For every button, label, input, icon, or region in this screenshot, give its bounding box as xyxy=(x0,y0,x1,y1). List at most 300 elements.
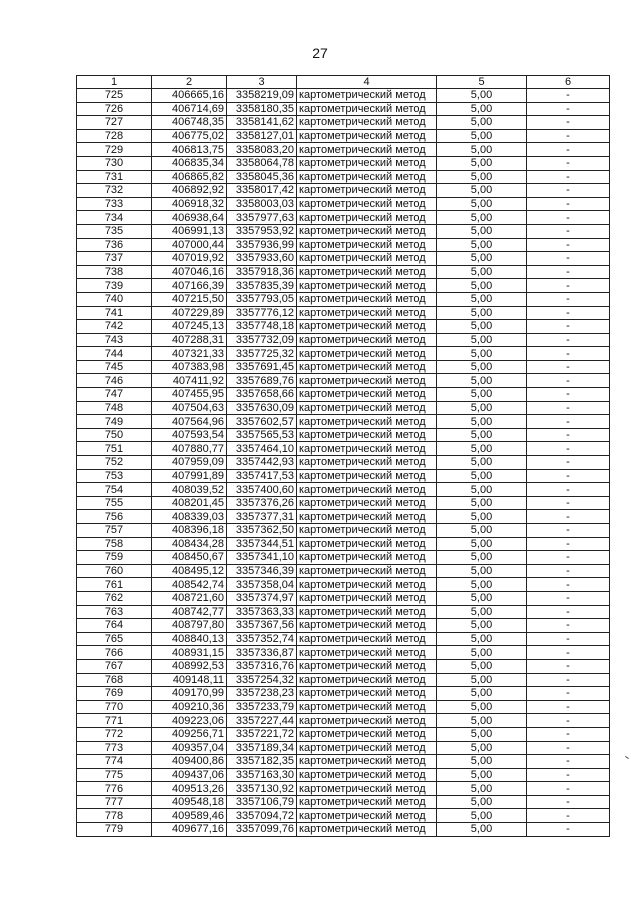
table-row xyxy=(77,388,610,402)
point-number-cell: 751 xyxy=(77,442,152,456)
y-coordinate-cell: 3357376,26 xyxy=(227,496,297,510)
table-row xyxy=(77,673,610,687)
accuracy-cell: 5,00 xyxy=(437,374,527,388)
note-cell: - xyxy=(527,551,610,565)
accuracy-cell: 5,00 xyxy=(437,456,527,470)
table-row xyxy=(77,224,610,238)
point-number-cell: 750 xyxy=(77,428,152,442)
table-row xyxy=(77,279,610,293)
y-coordinate-cell: 3357344,51 xyxy=(227,537,297,551)
table-row xyxy=(77,483,610,497)
accuracy-cell: 5,00 xyxy=(437,415,527,429)
note-cell: - xyxy=(527,483,610,497)
accuracy-cell: 5,00 xyxy=(437,143,527,157)
table-row xyxy=(77,292,610,306)
accuracy-cell: 5,00 xyxy=(437,619,527,633)
note-cell: - xyxy=(527,224,610,238)
accuracy-cell: 5,00 xyxy=(437,632,527,646)
note-cell: - xyxy=(527,673,610,687)
y-coordinate-cell: 3358003,03 xyxy=(227,197,297,211)
x-coordinate-cell: 409437,06 xyxy=(152,768,227,782)
point-number-cell: 741 xyxy=(77,306,152,320)
table-row xyxy=(77,782,610,796)
point-number-cell: 769 xyxy=(77,687,152,701)
method-cell: картометрический метод xyxy=(297,306,437,320)
table-row xyxy=(77,469,610,483)
note-cell: - xyxy=(527,659,610,673)
note-cell: - xyxy=(527,782,610,796)
x-coordinate-cell: 409210,36 xyxy=(152,700,227,714)
y-coordinate-cell: 3357602,57 xyxy=(227,415,297,429)
table-row xyxy=(77,333,610,347)
x-coordinate-cell: 408742,77 xyxy=(152,605,227,619)
point-number-cell: 764 xyxy=(77,619,152,633)
x-coordinate-cell: 409170,99 xyxy=(152,687,227,701)
note-cell: - xyxy=(527,510,610,524)
x-coordinate-cell: 408339,03 xyxy=(152,510,227,524)
table-row xyxy=(77,537,610,551)
accuracy-cell: 5,00 xyxy=(437,496,527,510)
note-cell: - xyxy=(527,415,610,429)
x-coordinate-cell: 408434,28 xyxy=(152,537,227,551)
point-number-cell: 744 xyxy=(77,347,152,361)
note-cell: - xyxy=(527,89,610,103)
method-cell: картометрический метод xyxy=(297,116,437,130)
table-row xyxy=(77,442,610,456)
method-cell: картометрический метод xyxy=(297,469,437,483)
x-coordinate-cell: 409677,16 xyxy=(152,823,227,837)
x-coordinate-cell: 407046,16 xyxy=(152,265,227,279)
table-row xyxy=(77,415,610,429)
point-number-cell: 756 xyxy=(77,510,152,524)
coordinates-table xyxy=(76,75,610,837)
column-header: 4 xyxy=(297,76,437,89)
x-coordinate-cell: 406835,34 xyxy=(152,156,227,170)
y-coordinate-cell: 3357400,60 xyxy=(227,483,297,497)
note-cell: - xyxy=(527,578,610,592)
accuracy-cell: 5,00 xyxy=(437,442,527,456)
point-number-cell: 733 xyxy=(77,197,152,211)
y-coordinate-cell: 3357358,04 xyxy=(227,578,297,592)
point-number-cell: 765 xyxy=(77,632,152,646)
table-row xyxy=(77,184,610,198)
x-coordinate-cell: 407288,31 xyxy=(152,333,227,347)
accuracy-cell: 5,00 xyxy=(437,320,527,334)
y-coordinate-cell: 3357352,74 xyxy=(227,632,297,646)
point-number-cell: 770 xyxy=(77,700,152,714)
x-coordinate-cell: 406813,75 xyxy=(152,143,227,157)
table-row xyxy=(77,116,610,130)
y-coordinate-cell: 3357691,45 xyxy=(227,360,297,374)
method-cell: картометрический метод xyxy=(297,238,437,252)
method-cell: картометрический метод xyxy=(297,333,437,347)
table-row xyxy=(77,143,610,157)
table-row xyxy=(77,659,610,673)
note-cell: - xyxy=(527,524,610,538)
y-coordinate-cell: 3357094,72 xyxy=(227,809,297,823)
method-cell: картометрический метод xyxy=(297,687,437,701)
note-cell: - xyxy=(527,197,610,211)
method-cell: картометрический метод xyxy=(297,605,437,619)
note-cell: - xyxy=(527,360,610,374)
x-coordinate-cell: 408840,13 xyxy=(152,632,227,646)
accuracy-cell: 5,00 xyxy=(437,469,527,483)
x-coordinate-cell: 409357,04 xyxy=(152,741,227,755)
x-coordinate-cell: 406775,02 xyxy=(152,129,227,143)
note-cell: - xyxy=(527,564,610,578)
accuracy-cell: 5,00 xyxy=(437,537,527,551)
table-row xyxy=(77,238,610,252)
x-coordinate-cell: 409223,06 xyxy=(152,714,227,728)
y-coordinate-cell: 3357367,56 xyxy=(227,619,297,633)
y-coordinate-cell: 3357953,92 xyxy=(227,224,297,238)
table-row xyxy=(77,809,610,823)
method-cell: картометрический метод xyxy=(297,184,437,198)
point-number-cell: 749 xyxy=(77,415,152,429)
method-cell: картометрический метод xyxy=(297,170,437,184)
table-row xyxy=(77,156,610,170)
method-cell: картометрический метод xyxy=(297,292,437,306)
accuracy-cell: 5,00 xyxy=(437,700,527,714)
y-coordinate-cell: 3357793,05 xyxy=(227,292,297,306)
point-number-cell: 757 xyxy=(77,524,152,538)
point-number-cell: 758 xyxy=(77,537,152,551)
y-coordinate-cell: 3357106,79 xyxy=(227,795,297,809)
y-coordinate-cell: 3357254,32 xyxy=(227,673,297,687)
accuracy-cell: 5,00 xyxy=(437,659,527,673)
method-cell: картометрический метод xyxy=(297,102,437,116)
point-number-cell: 730 xyxy=(77,156,152,170)
y-coordinate-cell: 3357977,63 xyxy=(227,211,297,225)
method-cell: картометрический метод xyxy=(297,156,437,170)
accuracy-cell: 5,00 xyxy=(437,510,527,524)
point-number-cell: 748 xyxy=(77,401,152,415)
x-coordinate-cell: 407991,89 xyxy=(152,469,227,483)
method-cell: картометрический метод xyxy=(297,673,437,687)
point-number-cell: 763 xyxy=(77,605,152,619)
point-number-cell: 736 xyxy=(77,238,152,252)
accuracy-cell: 5,00 xyxy=(437,238,527,252)
method-cell: картометрический метод xyxy=(297,374,437,388)
note-cell: - xyxy=(527,442,610,456)
y-coordinate-cell: 3357464,10 xyxy=(227,442,297,456)
table-row xyxy=(77,768,610,782)
method-cell: картометрический метод xyxy=(297,714,437,728)
x-coordinate-cell: 409256,71 xyxy=(152,727,227,741)
note-cell: - xyxy=(527,823,610,837)
table-row xyxy=(77,564,610,578)
method-cell: картометрический метод xyxy=(297,347,437,361)
note-cell: - xyxy=(527,388,610,402)
method-cell: картометрический метод xyxy=(297,388,437,402)
accuracy-cell: 5,00 xyxy=(437,646,527,660)
note-cell: - xyxy=(527,238,610,252)
point-number-cell: 761 xyxy=(77,578,152,592)
table-row xyxy=(77,89,610,103)
note-cell: - xyxy=(527,156,610,170)
y-coordinate-cell: 3357363,33 xyxy=(227,605,297,619)
method-cell: картометрический метод xyxy=(297,809,437,823)
x-coordinate-cell: 408495,12 xyxy=(152,564,227,578)
accuracy-cell: 5,00 xyxy=(437,116,527,130)
point-number-cell: 753 xyxy=(77,469,152,483)
method-cell: картометрический метод xyxy=(297,197,437,211)
note-cell: - xyxy=(527,320,610,334)
note-cell: - xyxy=(527,687,610,701)
point-number-cell: 767 xyxy=(77,659,152,673)
column-header: 1 xyxy=(77,76,152,89)
note-cell: - xyxy=(527,129,610,143)
accuracy-cell: 5,00 xyxy=(437,292,527,306)
table-row xyxy=(77,632,610,646)
table-row xyxy=(77,510,610,524)
accuracy-cell: 5,00 xyxy=(437,673,527,687)
point-number-cell: 739 xyxy=(77,279,152,293)
scan-mark xyxy=(625,756,629,759)
column-header: 5 xyxy=(437,76,527,89)
note-cell: - xyxy=(527,496,610,510)
method-cell: картометрический метод xyxy=(297,279,437,293)
point-number-cell: 759 xyxy=(77,551,152,565)
y-coordinate-cell: 3357238,23 xyxy=(227,687,297,701)
y-coordinate-cell: 3358083,20 xyxy=(227,143,297,157)
method-cell: картометрический метод xyxy=(297,456,437,470)
note-cell: - xyxy=(527,741,610,755)
table-row xyxy=(77,741,610,755)
point-number-cell: 737 xyxy=(77,252,152,266)
note-cell: - xyxy=(527,347,610,361)
note-cell: - xyxy=(527,211,610,225)
y-coordinate-cell: 3357221,72 xyxy=(227,727,297,741)
note-cell: - xyxy=(527,252,610,266)
accuracy-cell: 5,00 xyxy=(437,741,527,755)
point-number-cell: 778 xyxy=(77,809,152,823)
x-coordinate-cell: 409548,18 xyxy=(152,795,227,809)
accuracy-cell: 5,00 xyxy=(437,388,527,402)
method-cell: картометрический метод xyxy=(297,646,437,660)
method-cell: картометрический метод xyxy=(297,823,437,837)
note-cell: - xyxy=(527,333,610,347)
x-coordinate-cell: 406991,13 xyxy=(152,224,227,238)
note-cell: - xyxy=(527,591,610,605)
accuracy-cell: 5,00 xyxy=(437,795,527,809)
x-coordinate-cell: 406938,64 xyxy=(152,211,227,225)
x-coordinate-cell: 407245,13 xyxy=(152,320,227,334)
method-cell: картометрический метод xyxy=(297,632,437,646)
accuracy-cell: 5,00 xyxy=(437,564,527,578)
y-coordinate-cell: 3358127,01 xyxy=(227,129,297,143)
x-coordinate-cell: 407000,44 xyxy=(152,238,227,252)
accuracy-cell: 5,00 xyxy=(437,551,527,565)
x-coordinate-cell: 408450,67 xyxy=(152,551,227,565)
x-coordinate-cell: 407215,50 xyxy=(152,292,227,306)
y-coordinate-cell: 3358017,42 xyxy=(227,184,297,198)
accuracy-cell: 5,00 xyxy=(437,727,527,741)
table-row xyxy=(77,755,610,769)
accuracy-cell: 5,00 xyxy=(437,224,527,238)
method-cell: картометрический метод xyxy=(297,428,437,442)
y-coordinate-cell: 3357918,36 xyxy=(227,265,297,279)
note-cell: - xyxy=(527,619,610,633)
method-cell: картометрический метод xyxy=(297,129,437,143)
table-row xyxy=(77,374,610,388)
table-row xyxy=(77,102,610,116)
point-number-cell: 777 xyxy=(77,795,152,809)
point-number-cell: 772 xyxy=(77,727,152,741)
method-cell: картометрический метод xyxy=(297,795,437,809)
method-cell: картометрический метод xyxy=(297,89,437,103)
note-cell: - xyxy=(527,469,610,483)
note-cell: - xyxy=(527,374,610,388)
y-coordinate-cell: 3357689,76 xyxy=(227,374,297,388)
point-number-cell: 732 xyxy=(77,184,152,198)
table-row xyxy=(77,252,610,266)
note-cell: - xyxy=(527,184,610,198)
x-coordinate-cell: 406714,69 xyxy=(152,102,227,116)
y-coordinate-cell: 3357346,39 xyxy=(227,564,297,578)
accuracy-cell: 5,00 xyxy=(437,714,527,728)
note-cell: - xyxy=(527,537,610,551)
x-coordinate-cell: 409513,26 xyxy=(152,782,227,796)
x-coordinate-cell: 406665,16 xyxy=(152,89,227,103)
accuracy-cell: 5,00 xyxy=(437,782,527,796)
method-cell: картометрический метод xyxy=(297,224,437,238)
point-number-cell: 776 xyxy=(77,782,152,796)
y-coordinate-cell: 3357933,60 xyxy=(227,252,297,266)
y-coordinate-cell: 3357417,53 xyxy=(227,469,297,483)
y-coordinate-cell: 3357163,30 xyxy=(227,768,297,782)
point-number-cell: 773 xyxy=(77,741,152,755)
x-coordinate-cell: 409148,11 xyxy=(152,673,227,687)
y-coordinate-cell: 3357565,53 xyxy=(227,428,297,442)
method-cell: картометрический метод xyxy=(297,320,437,334)
note-cell: - xyxy=(527,755,610,769)
table-row xyxy=(77,823,610,837)
table-row xyxy=(77,714,610,728)
method-cell: картометрический метод xyxy=(297,143,437,157)
y-coordinate-cell: 3357374,97 xyxy=(227,591,297,605)
table-row xyxy=(77,211,610,225)
y-coordinate-cell: 3357182,35 xyxy=(227,755,297,769)
note-cell: - xyxy=(527,401,610,415)
accuracy-cell: 5,00 xyxy=(437,347,527,361)
x-coordinate-cell: 407411,92 xyxy=(152,374,227,388)
method-cell: картометрический метод xyxy=(297,700,437,714)
y-coordinate-cell: 3357835,39 xyxy=(227,279,297,293)
point-number-cell: 754 xyxy=(77,483,152,497)
accuracy-cell: 5,00 xyxy=(437,306,527,320)
accuracy-cell: 5,00 xyxy=(437,102,527,116)
note-cell: - xyxy=(527,700,610,714)
y-coordinate-cell: 3357341,10 xyxy=(227,551,297,565)
accuracy-cell: 5,00 xyxy=(437,156,527,170)
y-coordinate-cell: 3358219,09 xyxy=(227,89,297,103)
accuracy-cell: 5,00 xyxy=(437,591,527,605)
note-cell: - xyxy=(527,116,610,130)
point-number-cell: 727 xyxy=(77,116,152,130)
table-row xyxy=(77,306,610,320)
y-coordinate-cell: 3357725,32 xyxy=(227,347,297,361)
accuracy-cell: 5,00 xyxy=(437,428,527,442)
method-cell: картометрический метод xyxy=(297,252,437,266)
method-cell: картометрический метод xyxy=(297,496,437,510)
y-coordinate-cell: 3358064,78 xyxy=(227,156,297,170)
point-number-cell: 728 xyxy=(77,129,152,143)
method-cell: картометрический метод xyxy=(297,755,437,769)
x-coordinate-cell: 407166,39 xyxy=(152,279,227,293)
table-row xyxy=(77,578,610,592)
method-cell: картометрический метод xyxy=(297,537,437,551)
y-coordinate-cell: 3357442,93 xyxy=(227,456,297,470)
accuracy-cell: 5,00 xyxy=(437,211,527,225)
accuracy-cell: 5,00 xyxy=(437,687,527,701)
point-number-cell: 743 xyxy=(77,333,152,347)
x-coordinate-cell: 408797,80 xyxy=(152,619,227,633)
table-header-row xyxy=(77,76,610,89)
note-cell: - xyxy=(527,605,610,619)
point-number-cell: 745 xyxy=(77,360,152,374)
x-coordinate-cell: 407880,77 xyxy=(152,442,227,456)
accuracy-cell: 5,00 xyxy=(437,333,527,347)
accuracy-cell: 5,00 xyxy=(437,252,527,266)
y-coordinate-cell: 3357936,99 xyxy=(227,238,297,252)
table-row xyxy=(77,456,610,470)
accuracy-cell: 5,00 xyxy=(437,89,527,103)
x-coordinate-cell: 408721,60 xyxy=(152,591,227,605)
table-row xyxy=(77,428,610,442)
point-number-cell: 766 xyxy=(77,646,152,660)
method-cell: картометрический метод xyxy=(297,659,437,673)
method-cell: картометрический метод xyxy=(297,782,437,796)
note-cell: - xyxy=(527,265,610,279)
accuracy-cell: 5,00 xyxy=(437,279,527,293)
y-coordinate-cell: 3357189,34 xyxy=(227,741,297,755)
point-number-cell: 779 xyxy=(77,823,152,837)
note-cell: - xyxy=(527,456,610,470)
note-cell: - xyxy=(527,279,610,293)
x-coordinate-cell: 407564,96 xyxy=(152,415,227,429)
point-number-cell: 742 xyxy=(77,320,152,334)
x-coordinate-cell: 407383,98 xyxy=(152,360,227,374)
method-cell: картометрический метод xyxy=(297,483,437,497)
x-coordinate-cell: 407019,92 xyxy=(152,252,227,266)
table-row xyxy=(77,524,610,538)
accuracy-cell: 5,00 xyxy=(437,524,527,538)
method-cell: картометрический метод xyxy=(297,727,437,741)
point-number-cell: 768 xyxy=(77,673,152,687)
table-row xyxy=(77,551,610,565)
note-cell: - xyxy=(527,809,610,823)
table-row xyxy=(77,605,610,619)
note-cell: - xyxy=(527,768,610,782)
point-number-cell: 738 xyxy=(77,265,152,279)
y-coordinate-cell: 3358141,62 xyxy=(227,116,297,130)
x-coordinate-cell: 406918,32 xyxy=(152,197,227,211)
method-cell: картометрический метод xyxy=(297,619,437,633)
accuracy-cell: 5,00 xyxy=(437,360,527,374)
method-cell: картометрический метод xyxy=(297,401,437,415)
note-cell: - xyxy=(527,646,610,660)
method-cell: картометрический метод xyxy=(297,741,437,755)
x-coordinate-cell: 409400,86 xyxy=(152,755,227,769)
accuracy-cell: 5,00 xyxy=(437,170,527,184)
y-coordinate-cell: 3357362,50 xyxy=(227,524,297,538)
page-number: 27 xyxy=(312,45,328,61)
table-row xyxy=(77,401,610,415)
accuracy-cell: 5,00 xyxy=(437,265,527,279)
table-row xyxy=(77,129,610,143)
table-row xyxy=(77,646,610,660)
